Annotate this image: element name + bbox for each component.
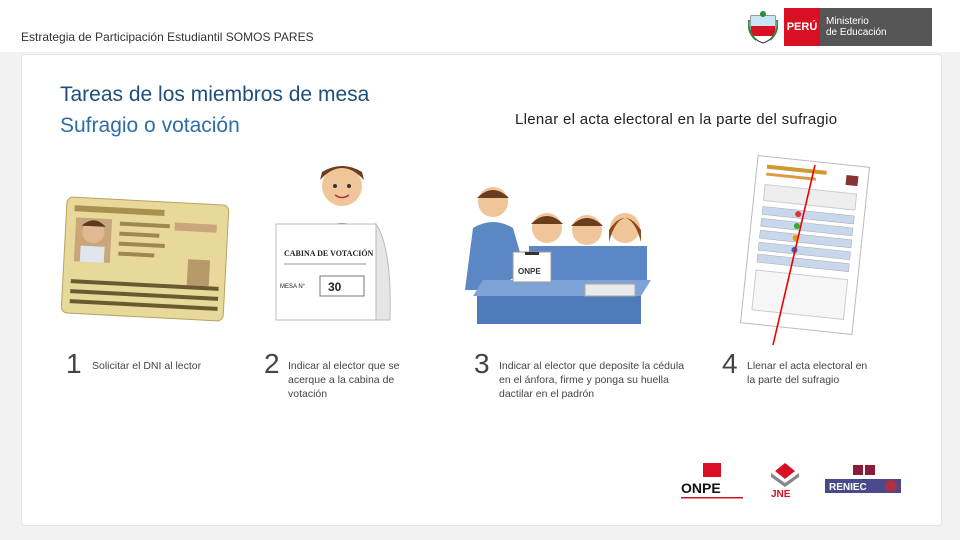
step-3-text: Indicar al elector que deposite la cédula en el ánfora, firme y ponga su huella dactilar en el padrón: [499, 360, 685, 400]
onpe-logo-text: ONPE: [681, 480, 721, 496]
urn-label: ONPE: [518, 267, 541, 276]
ministry-line1: Ministerio: [826, 16, 869, 27]
peru-label: PERÚ: [784, 8, 820, 46]
coat-of-arms-icon: [748, 10, 778, 44]
dni-card-illustration: [58, 195, 233, 325]
booth-label: CABINA DE VOTACIÓN: [284, 249, 374, 258]
page-subtitle: Sufragio o votación: [60, 114, 240, 137]
step-4-number: 4: [722, 348, 738, 379]
step-1-text: Solicitar el DNI al lector: [92, 360, 202, 372]
step-4-text: Llenar el acta electoral en la parte del sufragio: [747, 360, 868, 386]
section-heading: Llenar el acta electoral en la parte del sufragio: [515, 111, 838, 128]
voting-table-illustration: [455, 180, 655, 328]
step-2-text: Indicar al elector que se acerque a la cabina de votación: [288, 360, 400, 400]
table-number: 30: [328, 280, 342, 294]
breadcrumb: Estrategia de Participación Estudiantil SOMOS PARES: [21, 30, 314, 44]
electoral-record-illustration: [735, 155, 875, 345]
reniec-logo-text: RENIEC: [829, 482, 867, 493]
page-title: Tareas de los miembros de mesa: [60, 83, 370, 106]
voting-booth-illustration: [270, 158, 405, 326]
ministry-logo: [748, 8, 932, 46]
jne-logo-text: JNE: [771, 489, 791, 500]
table-label: MESA N°: [280, 284, 306, 290]
ministry-name: [820, 8, 932, 46]
step-3-number: 3: [474, 348, 490, 379]
partner-logos: [677, 461, 903, 501]
onpe-logo: [677, 461, 747, 501]
jne-logo: [759, 461, 811, 501]
reniec-logo: [823, 461, 903, 501]
step-1-number: 1: [66, 348, 82, 379]
step-2-number: 2: [264, 348, 280, 379]
ministry-line2: de Educación: [826, 27, 887, 38]
